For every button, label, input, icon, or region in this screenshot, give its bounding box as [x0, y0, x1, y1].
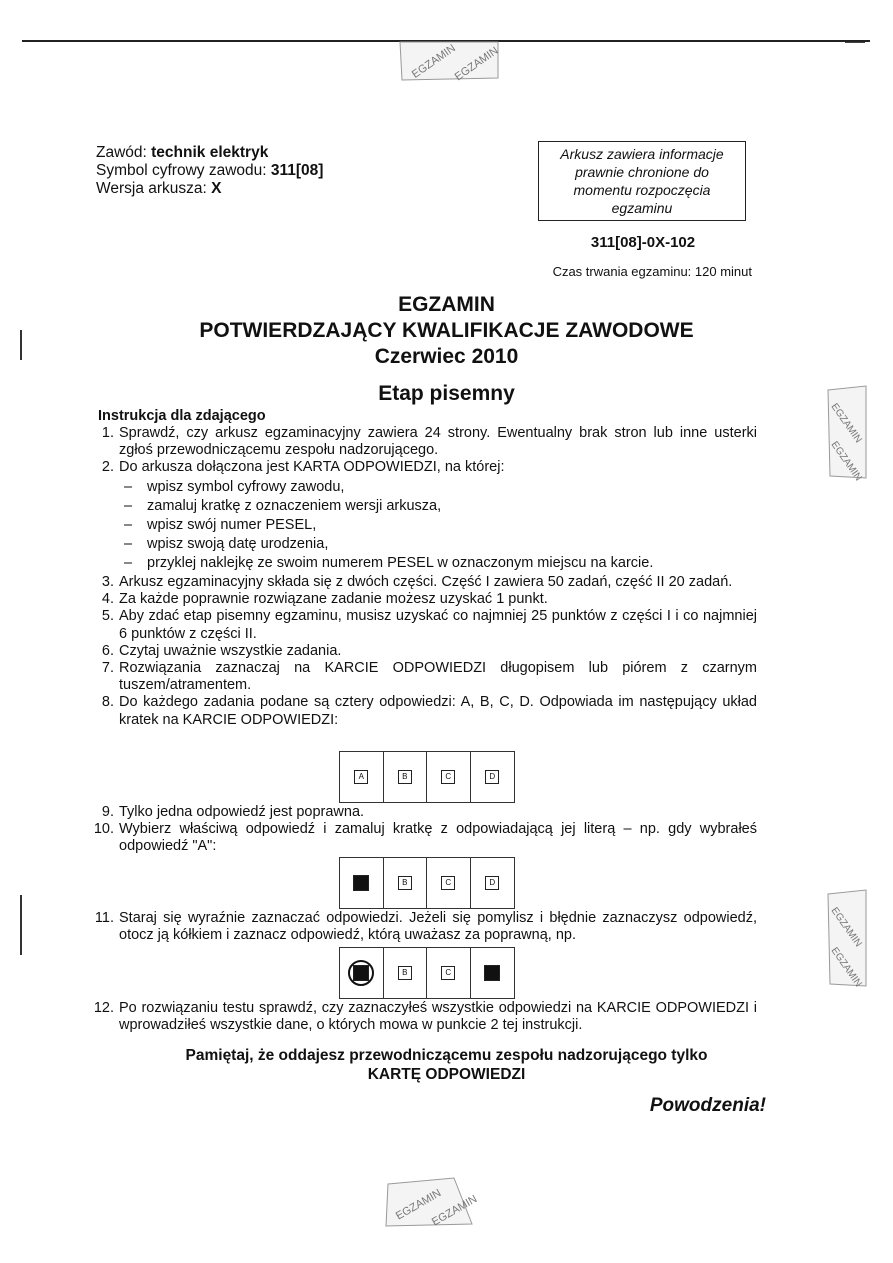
instruction-item: 2. Do arkusza dołączona jest KARTA ODPOWIEDZI, na której: [101, 459, 505, 476]
svg-text:EGZAMIN: EGZAMIN [828, 945, 864, 990]
instructions-heading: Instrukcja dla zdającego [98, 408, 266, 424]
instruction-item: 9. Tylko jedna odpowiedź jest poprawna. [101, 804, 365, 820]
sub-item: – zamaluj kratkę z oznaczeniem wersji arkusza, [124, 497, 442, 514]
reminder-note: Pamiętaj, że oddajesz przewodniczącemu zespołu nadzorującego tylko KARTĘ ODPOWIEDZI [185, 1047, 708, 1083]
version-value: X [211, 180, 222, 197]
version-line: Wersja arkusza: X [96, 180, 222, 197]
instruction-item: 4. Za każde poprawnie rozwiązane zadanie możesz uzyskać 1 punkt. [101, 591, 548, 608]
instruction-item: 12. Po rozwiązaniu testu sprawdź, czy zaznaczyłeś wszystkie odpowiedzi na KARCIE ODPOWIEDZI i wprowadziłeś wszystkie dane, o których mowa w punkcie 2 tej instrukcji. [93, 1000, 757, 1034]
symbol-line: Symbol cyfrowy zawodu: 311[08] [96, 162, 324, 179]
instruction-item: 11. Staraj się wyraźnie zaznaczać odpowiedzi. Jeżeli się pomylisz i błędnie zaznaczysz odpowiedź, otocz ją kółkiem i zaznacz odpowiedź, którą uważasz za poprawną, np. [94, 910, 757, 944]
confidential-notice-text: Arkusz zawiera informacje prawnie chronione do momentu rozpoczęcia egzaminu [560, 146, 724, 216]
answer-box-a-filled [353, 875, 369, 891]
instruction-list [92, 574, 757, 729]
svg-text:EGZAMIN: EGZAMIN [393, 1187, 444, 1223]
instruction-item: 7. Rozwiązania zaznaczaj na KARCIE ODPOWIEDZI długopisem lub piórem z czarnym tuszem/atramentem. [101, 660, 757, 694]
instruction-item: 5. Aby zdać etap pisemny egzaminu, musisz uzyskać co najmniej 25 punktów z części I i co najmniej 6 punktów z części II. [101, 608, 757, 642]
profession-line: Zawód: technik elektryk [96, 144, 269, 161]
instruction-list [92, 910, 757, 944]
security-seal-top [398, 42, 500, 82]
title-exam: EGZAMIN [398, 293, 495, 316]
answer-grid-filled-example [339, 857, 515, 909]
title-qualification: POTWIERDZAJĄCY KWALIFIKACJE ZAWODOWE [199, 319, 694, 342]
sheet-code: 311[08]-0X-102 [590, 234, 696, 251]
svg-text:EGZAMIN: EGZAMIN [409, 42, 458, 81]
instruction-item: 1. Sprawdź, czy arkusz egzaminacyjny zawiera 24 strony. Ewentualny brak stron lub inne usterki zgłoś przewodniczącemu zespołu nadzorującego. [101, 425, 757, 459]
title-session: Czerwiec 2010 [374, 345, 519, 368]
sub-item: – wpisz symbol cyfrowy zawodu, [124, 478, 345, 495]
answer-box-a: A [354, 770, 368, 784]
answer-box-a-circled [353, 965, 369, 981]
instruction-item: 6. Czytaj uważnie wszystkie zadania. [101, 642, 342, 659]
security-seal-bottom [384, 1178, 480, 1229]
instruction-list [92, 1000, 757, 1034]
answer-box-b: B [398, 770, 412, 784]
answer-box-c: C [441, 770, 455, 784]
sub-item: – wpisz swoją datę urodzenia, [124, 536, 329, 553]
symbol-value: 311[08] [270, 162, 324, 179]
exam-duration: Czas trwania egzaminu: 120 minut [552, 264, 752, 279]
sub-item: – wpisz swój numer PESEL, [124, 517, 317, 534]
exam-info [96, 144, 323, 198]
sub-item: – przyklej naklejkę ze swoim numerem PESEL w oznaczonym miejscu na karcie. [124, 555, 654, 572]
profession-value: technik elektryk [151, 144, 269, 161]
security-seal-right-lower [826, 890, 866, 990]
instruction-item: 3. Arkusz egzaminacyjny składa się z dwóch części. Część I zawiera 50 zadań, część II 20 zadań. [101, 574, 733, 590]
answer-box-c: C [441, 966, 455, 980]
answer-box-c: C [441, 876, 455, 890]
svg-text:EGZAMIN: EGZAMIN [452, 44, 501, 84]
svg-text:EGZAMIN: EGZAMIN [429, 1193, 480, 1229]
top-border-tick [845, 42, 865, 43]
title-stage: Etap pisemny [378, 382, 515, 405]
instruction-item: 10. Wybierz właściwą odpowiedź i zamaluj kratkę z odpowiadającą jej literą – np. gdy wybrałeś odpowiedź "A": [93, 821, 757, 855]
instruction-item: 8. Do każdego zadania podane są cztery odpowiedzi: A, B, C, D. Odpowiada im następujący układ kratek na KARCIE ODPOWIEDZI: [101, 694, 757, 728]
answer-box-b: B [398, 876, 412, 890]
confidential-notice-box [538, 141, 746, 221]
left-scan-mark [20, 895, 22, 955]
svg-text:EGZAMIN: EGZAMIN [828, 905, 864, 950]
answer-box-b: B [398, 966, 412, 980]
svg-text:EGZAMIN: EGZAMIN [828, 439, 864, 484]
answer-box-d-filled [484, 965, 500, 981]
answer-grid-example [339, 751, 515, 803]
good-luck-note: Powodzenia! [649, 1095, 766, 1116]
instruction-list [92, 425, 757, 573]
answer-box-d: D [485, 770, 499, 784]
answer-box-d: D [485, 876, 499, 890]
instruction-list [92, 804, 757, 856]
answer-grid-correction-example [339, 947, 515, 999]
svg-text:EGZAMIN: EGZAMIN [828, 401, 864, 446]
